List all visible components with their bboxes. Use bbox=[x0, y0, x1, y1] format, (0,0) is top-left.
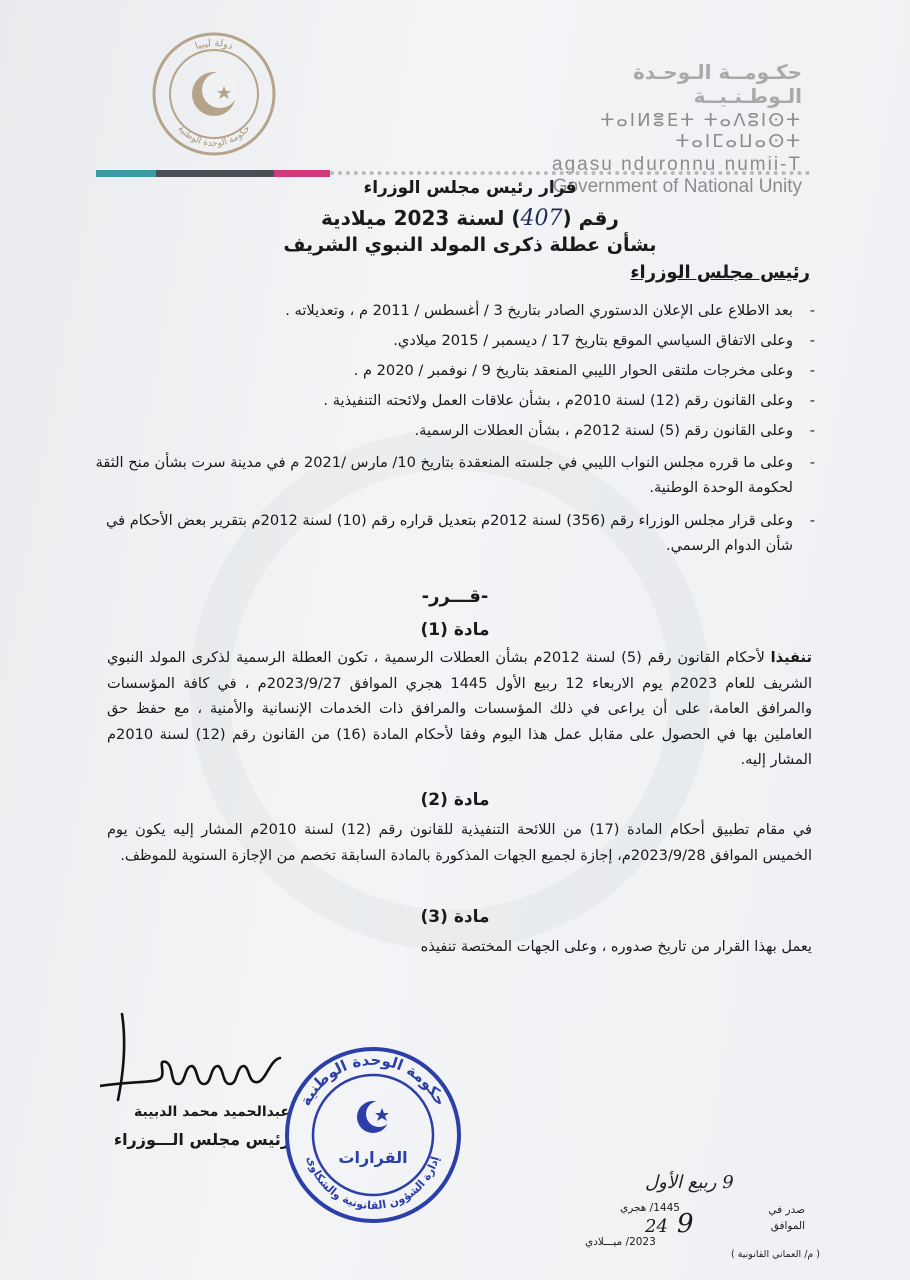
article-2-heading: مادة (2) bbox=[420, 790, 490, 810]
registry-issued-label: صدر في bbox=[768, 1204, 805, 1216]
state-emblem bbox=[150, 30, 278, 158]
color-bar-teal bbox=[96, 170, 156, 177]
registry-block bbox=[585, 1172, 805, 1258]
prime-minister-heading: رئيس مجلس الوزراء bbox=[630, 262, 810, 283]
signer-name: عبدالحميد محمد الدبيبة bbox=[134, 1104, 290, 1120]
decision-subject: بشأن عطلة ذكرى المولد النبوي الشريف bbox=[283, 234, 657, 256]
stamp-top-text: حكومة الوحدة الوطنية bbox=[296, 1050, 450, 1109]
registry-hijri-handwritten: 9 ربيع الأول bbox=[645, 1172, 734, 1193]
recital-item: - وعلى ما قرره مجلس النواب الليبي في جلسته المنعقدة بتاريخ 10/ مارس /2021 م في مدينة سرت بشأن منح الثقة لحكومة الوحدة الوطنية. bbox=[85, 450, 815, 500]
svg-text:حكومة الوحدة الوطنية bbox=[296, 1051, 450, 1109]
recital-item: - وعلى قرار مجلس الوزراء رقم (356) لسنة 2012م بتعديل قراره رقم (10) لسنة 2012م بتقرير بعض الأحكام في شأن الدوام الرسمي. bbox=[85, 508, 815, 558]
recitals-list bbox=[85, 296, 815, 566]
stamp-bottom-text: إدارة الشؤون القانونية والشكاوى bbox=[304, 1154, 442, 1213]
recital-item: - بعد الاطلاع على الإعلان الدستوري الصادر بتاريخ 3 / أغسطس / 2011 م ، وتعديلاته . bbox=[85, 296, 815, 326]
registry-corresponding-label: الموافق bbox=[770, 1220, 805, 1232]
article-1-body: لأحكام القانون رقم (5) لسنة 2012م بشأن العطلات الرسمية ، تكون العطلة الرسمية لذكرى المولد النبوي الشريف للعام 2023م يوم الاربعاء 12 ربيع الأول 1445 هجري الموافق 2023/9/27م ، في كافة المؤسسات والمرافق العامة، على أن يراعى في ذلك المؤسسات والمرافق ذات الخدمات الإنسانية والأمنية ، مع حفظ حق العاملين بها في الحصول على مقابل عمل هذا اليوم وفقا لأحكام المادة (16) من القانون رقم (12) لسنة 2010م المشار إليه. bbox=[107, 649, 813, 768]
article-1-text bbox=[107, 645, 812, 773]
official-stamp bbox=[283, 1045, 463, 1225]
registry-gregorian-value: 2023/ ميـــلادي bbox=[585, 1236, 656, 1248]
article-1-lead: تنفيذا bbox=[770, 649, 812, 666]
article-3-text: يعمل بهذا القرار من تاريخ صدوره ، وعلى الجهات المختصة تنفيذه bbox=[420, 938, 812, 955]
svg-text:دولة ليبيا: دولة ليبيا bbox=[193, 37, 235, 53]
decision-title: قرار رئيس مجلس الوزراء bbox=[363, 178, 577, 198]
recital-item: - وعلى مخرجات ملتقى الحوار الليبي المنعقد بتاريخ 9 / نوفمبر / 2020 م . bbox=[85, 356, 815, 386]
stamp-center-text: القرارات bbox=[338, 1148, 408, 1167]
registry-hijri-value: 1445/ هجري bbox=[620, 1202, 680, 1214]
decision-number-prefix: رقم ( bbox=[562, 206, 619, 230]
registry-footer: ( م/ العماني القانونية ) bbox=[730, 1249, 820, 1260]
article-3-heading: مادة (3) bbox=[420, 907, 490, 927]
government-name-amazigh-latin: agasu nduronnu numii-T bbox=[552, 154, 802, 175]
government-name-tifinagh: ⵜⴰⵏⵍⴻⴹⵜ ⵜⴰⴷⵓⵏⵙⵜ ⵜⴰⵏⵎⴰⵡⴰⵙⵜ bbox=[600, 110, 802, 152]
color-bar-magenta bbox=[274, 170, 330, 177]
recital-item: - وعلى الاتفاق السياسي الموقع بتاريخ 17 / ديسمبر / 2015 ميلادي. bbox=[85, 326, 815, 356]
decision-number-suffix: ) لسنة 2023 ميلادية bbox=[321, 206, 521, 230]
recital-item: - وعلى القانون رقم (12) لسنة 2010م ، بشأن علاقات العمل ولائحته التنفيذية . bbox=[85, 386, 815, 416]
decision-number-line bbox=[280, 206, 660, 231]
article-1-heading: مادة (1) bbox=[420, 620, 490, 640]
article-2-text: في مقام تطبيق أحكام المادة (17) من اللائحة التنفيذية للقانون رقم (12) لسنة 2010م المشار إليه يكون يوم الخميس الموافق 2023/9/28م، إجازة لجميع الجهات المذكورة بالمادة السابقة تخصم من الإجازة السنوية للموظف. bbox=[107, 821, 812, 864]
header-color-bars bbox=[96, 170, 330, 177]
header-divider bbox=[330, 171, 810, 175]
signer-title: رئيس مجلس الـــوزراء bbox=[113, 1130, 290, 1149]
government-name-arabic: حكـومــة الـوحـدة الـوطـنـيــة bbox=[633, 60, 802, 108]
decision-number-handwritten: 407 bbox=[520, 206, 563, 231]
color-bar-dark bbox=[156, 170, 274, 177]
svg-text:حكومة الوحدة الوطنية: حكومة الوحدة الوطنية bbox=[175, 123, 253, 150]
recital-item: - وعلى القانون رقم (5) لسنة 2012م ، بشأن العطلات الرسمية. bbox=[85, 416, 815, 446]
registry-day-handwritten: 9 bbox=[677, 1209, 694, 1239]
registry-month-handwritten: 24 bbox=[645, 1216, 668, 1237]
government-name-english: Government of National Unity bbox=[552, 176, 802, 197]
decided-heading: -قـــرر- bbox=[421, 586, 489, 607]
